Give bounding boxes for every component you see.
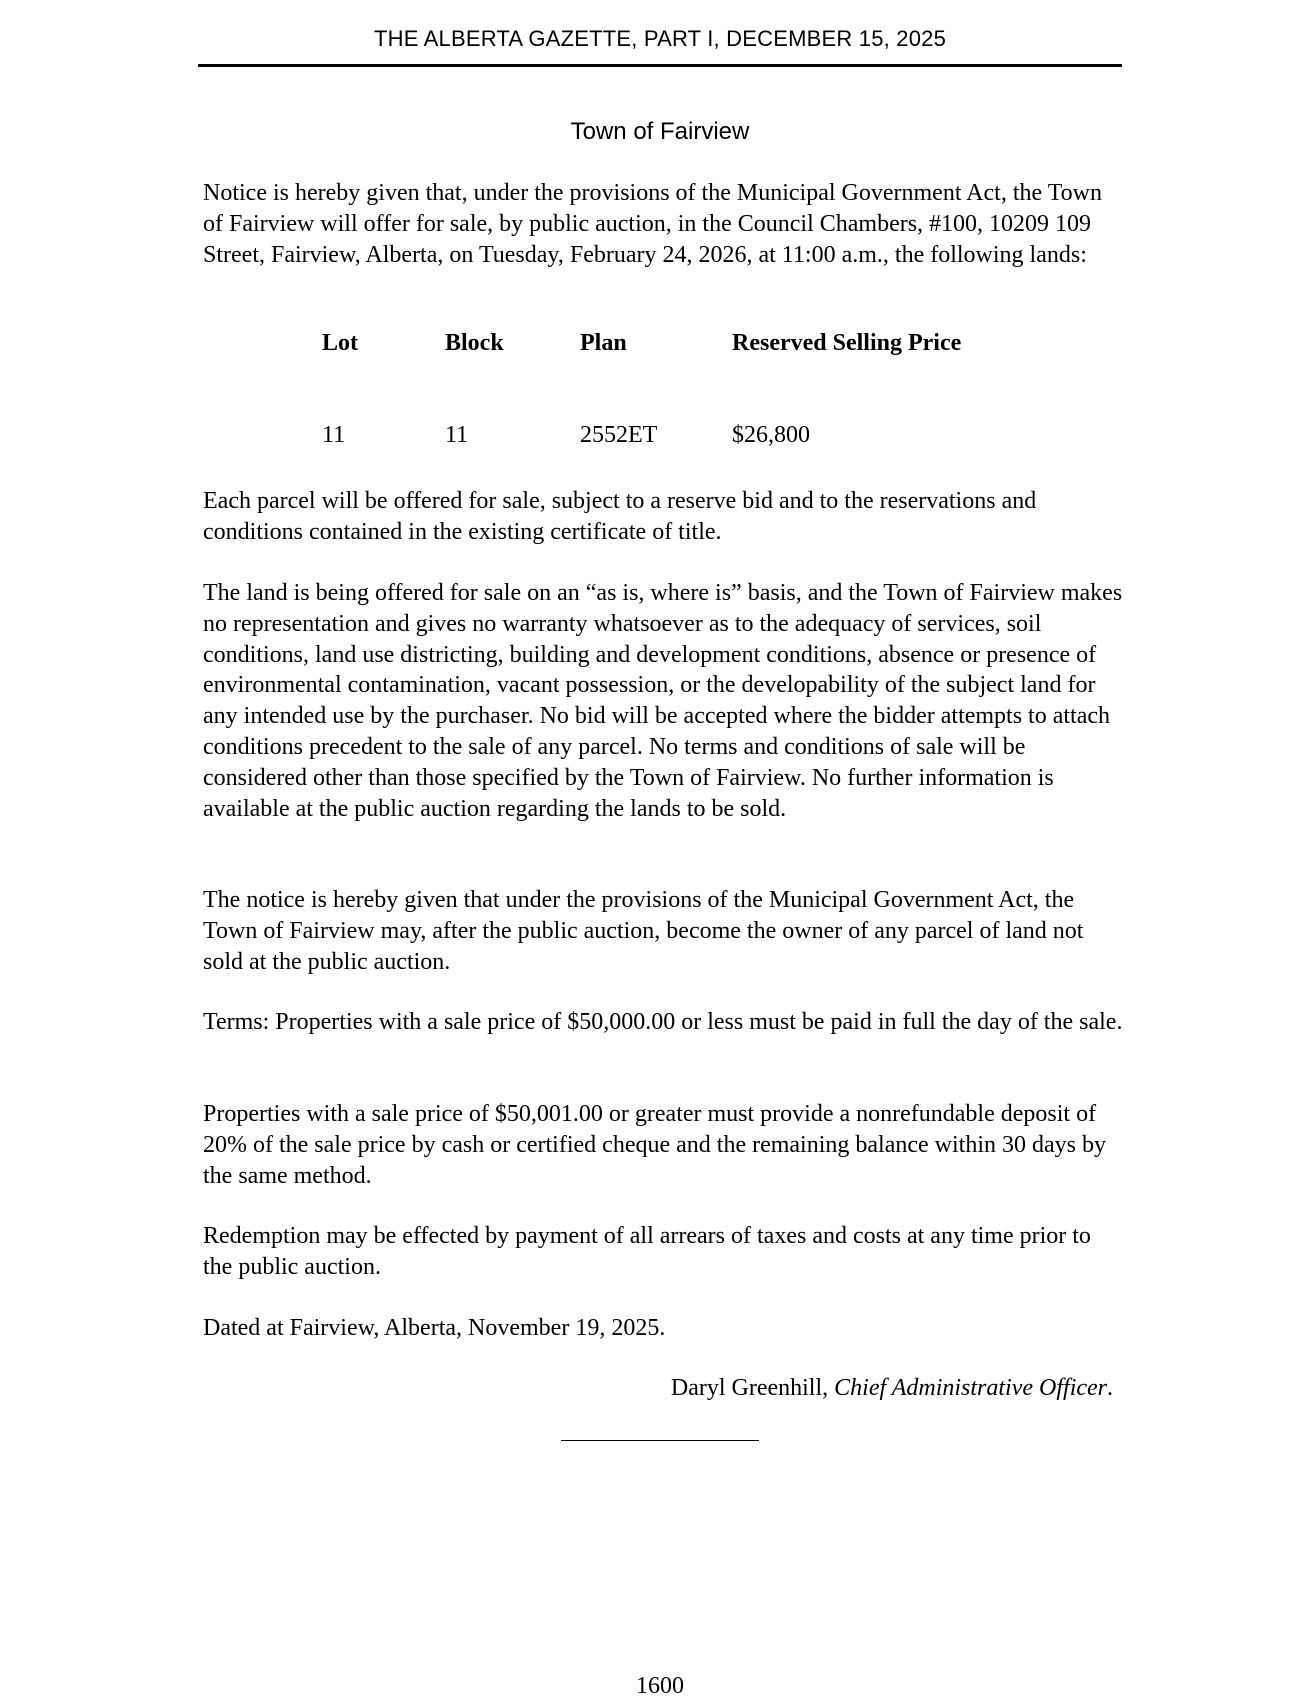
notice-intro-paragraph: Notice is hereby given that, under the provisions of the Municipal Government Act, the Town of Fairview will offer for sale, by public auction, in the Council Chambers, #100, 10209 109 Street, Fairview, Alberta, on Tuesday, February 24, 2026, at 11:00 a.m., the following lands: — [203, 180, 1103, 268]
signatory-title: Chief Administrative Officer — [834, 1375, 1107, 1401]
cell-plan: 2552ET — [580, 422, 658, 448]
reserve-bid-paragraph: Each parcel will be offered for sale, subject to a reserve bid and to the reservations and conditions contained in the existing certificate of title. — [203, 488, 1037, 545]
dated-paragraph: Dated at Fairview, Alberta, November 19, 2025. — [203, 1315, 666, 1341]
header-rule — [198, 64, 1122, 67]
cell-lot: 11 — [322, 422, 346, 448]
header-plan: Plan — [580, 330, 627, 356]
ownership-paragraph: The notice is hereby given that under the provisions of the Municipal Government Act, the Town of Fairview may, after the public auction, become the owner of any parcel of land not sold at the public auction. — [203, 887, 1084, 975]
terms-paragraph: Terms: Properties with a sale price of $50,000.00 or less must be paid in full the day of the sale. — [203, 1009, 1123, 1035]
cell-reserved-selling-price: $26,800 — [732, 422, 810, 448]
notice-end-rule — [561, 1440, 759, 1441]
cell-block: 11 — [445, 422, 469, 448]
lands-table — [322, 330, 1022, 452]
as-is-paragraph: The land is being offered for sale on an “as is, where is” basis, and the Town of Fairview makes no representation and gives no warranty whatsoever as to the adequacy of services, soil conditions, land use districting, building and development conditions, absence or presence of environmental contamination, vacant possession, or the developability of the subject land for any intended use by the purchaser. No bid will be accepted where the bidder attempts to attach conditions precedent to the sale of any parcel. No terms and conditions of sale will be considered other than those specified by the Town of Fairview. No further information is available at the public auction regarding the lands to be sold. — [203, 580, 1123, 822]
page-number: 1600 — [636, 1673, 684, 1699]
header-reserved-selling-price: Reserved Selling Price — [732, 330, 962, 356]
signature-block — [671, 1375, 1113, 1402]
signatory-name: Daryl Greenhill, — [670, 1375, 835, 1401]
header-lot: Lot — [322, 330, 358, 356]
deposit-paragraph: Properties with a sale price of $50,001.00 or greater must provide a nonrefundable deposit of 20% of the sale price by cash or certified cheque and the remaining balance within 30 days by the same method. — [203, 1101, 1106, 1189]
notice-title: Town of Fairview — [570, 118, 750, 145]
table-row — [322, 422, 1022, 452]
header-block: Block — [445, 330, 504, 356]
gazette-header: THE ALBERTA GAZETTE, PART I, DECEMBER 15, 2025 — [373, 26, 947, 51]
signature-period: . — [1107, 1375, 1113, 1401]
redemption-paragraph: Redemption may be effected by payment of all arrears of taxes and costs at any time prior to the public auction. — [203, 1223, 1091, 1280]
lands-table-header-row — [322, 330, 1022, 360]
